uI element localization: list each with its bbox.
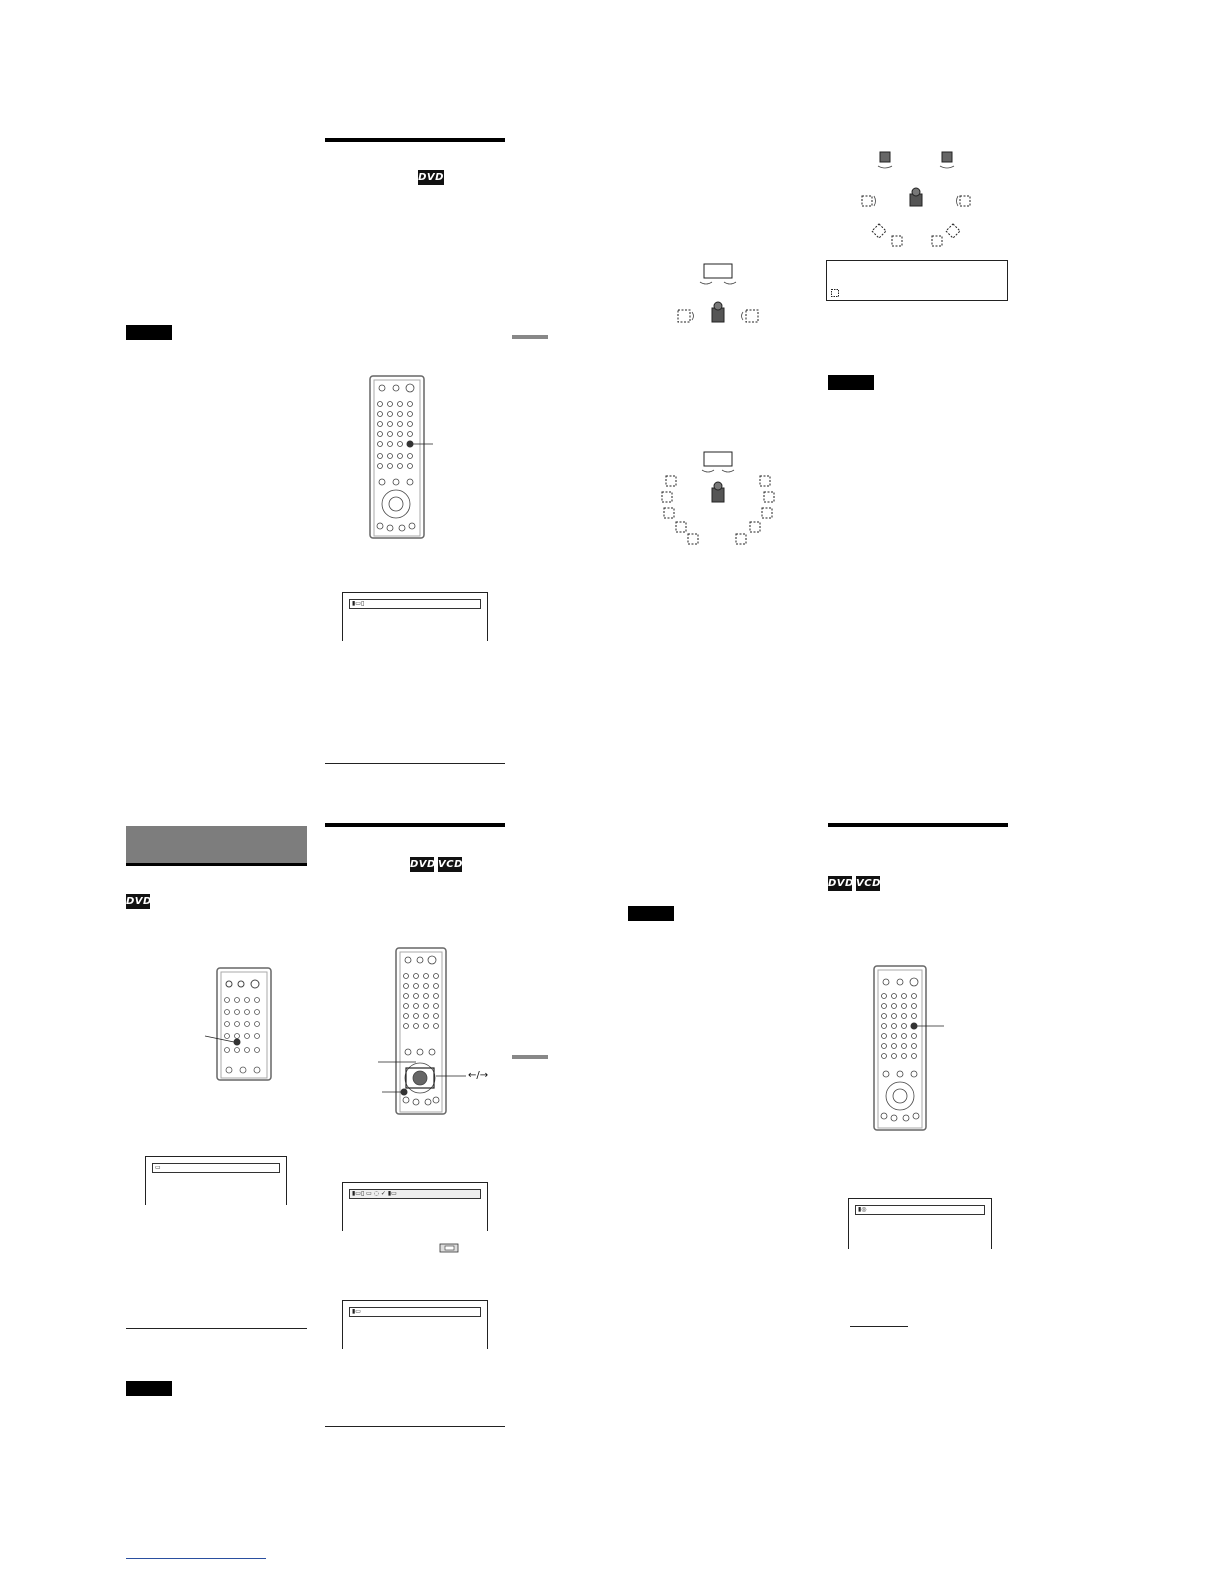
speaker-icon [676, 522, 686, 532]
remote-control-icon [368, 374, 458, 540]
speaker-layout-diagram-5ch [858, 148, 978, 252]
remote-control-icon [872, 964, 952, 1132]
speaker-icon [946, 224, 960, 238]
speaker-icon [662, 492, 672, 502]
screen-display-icon [342, 1182, 488, 1231]
divider-col2-a [325, 763, 505, 764]
speaker-icon [678, 310, 690, 322]
vcd-badge-col2-mid: VCD [438, 859, 463, 870]
divider-col2-b [325, 1426, 505, 1427]
speaker-icon [942, 152, 952, 162]
side-tab-top [512, 335, 548, 339]
speaker-icon [872, 224, 886, 238]
remote-control-icon [378, 946, 458, 1116]
angle-icon [439, 1243, 459, 1253]
note-label-top-left [126, 325, 172, 340]
screen-display-icon: ▮▭ [342, 1300, 488, 1349]
speaker-icon [892, 236, 902, 246]
screen-display-icon: ▮▭▯ [342, 592, 488, 641]
note-label-bottom-left [126, 1381, 172, 1396]
section-header-panel [126, 826, 307, 863]
vcd-badge-col4: VCD [856, 878, 881, 889]
speaker-icon [862, 196, 872, 206]
speaker-icon [746, 310, 758, 322]
section-rule-col4 [828, 823, 1008, 827]
screen-display-icon [848, 1198, 992, 1249]
speaker-icon [750, 522, 760, 532]
underline-col4 [850, 1326, 908, 1327]
screen-display-icon: ▭ [145, 1156, 287, 1205]
tv-icon [704, 452, 732, 466]
speaker-icon [932, 236, 942, 246]
section-rule-col2-top [325, 138, 505, 142]
footer-link-rule [126, 1558, 266, 1559]
side-tab-bottom [512, 1055, 548, 1059]
speaker-icon [762, 508, 772, 518]
speaker-layout-diagram-2ch [670, 262, 770, 332]
dvd-badge-col4: DVD [828, 878, 854, 889]
speaker-icon [764, 492, 774, 502]
speaker-icon [666, 476, 676, 486]
speaker-icon [760, 476, 770, 486]
speaker-icon [736, 534, 746, 544]
speaker-icon [880, 152, 890, 162]
divider-col1 [126, 1328, 307, 1329]
note-label-col4 [828, 375, 874, 390]
speaker-icon [688, 534, 698, 544]
remote-control-icon [205, 966, 275, 1082]
dvd-badge-col2-mid: DVD [410, 859, 436, 870]
arrow-keys-callout: ←/→ [468, 1070, 489, 1081]
tv-icon [704, 264, 732, 278]
section-rule-col2-mid [325, 823, 505, 827]
speaker-icon [664, 508, 674, 518]
listener-icon [712, 482, 724, 502]
speaker-icon [960, 196, 970, 206]
listener-icon [910, 188, 922, 206]
note-label-col3 [628, 906, 674, 921]
section-header-rule [126, 863, 307, 866]
speaker-icon [831, 289, 839, 297]
audio-icon: ▮◎ [858, 1206, 867, 1213]
dvd-badge-col2-top: DVD [418, 172, 444, 183]
speaker-legend-box [826, 260, 1008, 301]
listener-icon [712, 302, 724, 322]
subtitle-icon: ▮▭▯ ▭ ◌ ✓ ▮▭ [352, 1190, 397, 1197]
dvd-badge-col1: DVD [126, 896, 152, 907]
speaker-layout-diagram-virtual [658, 452, 778, 552]
